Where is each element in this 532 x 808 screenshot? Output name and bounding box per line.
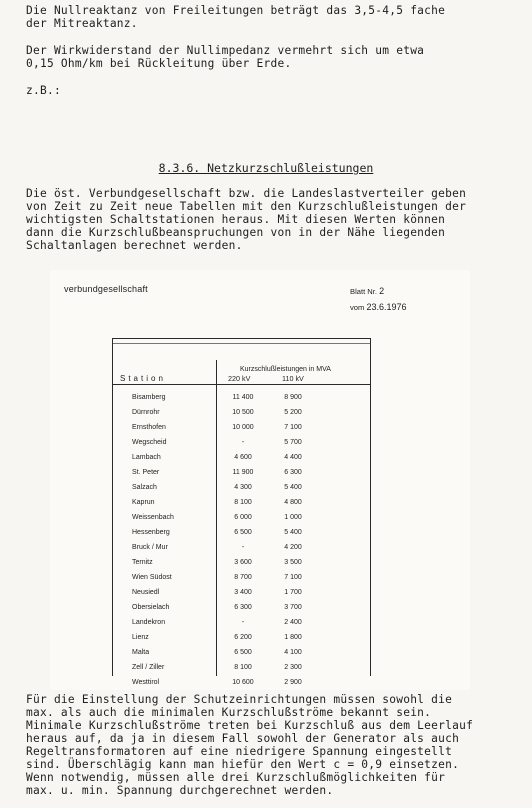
kv220-cell: 8 700 bbox=[234, 574, 252, 581]
table-row bbox=[50, 394, 470, 406]
station-cell: Lienz bbox=[132, 634, 149, 641]
table-row bbox=[50, 424, 470, 436]
kv110-cell: 3 500 bbox=[284, 559, 302, 566]
group-header: Kurzschlußleistungen in MVA bbox=[240, 366, 331, 373]
org-name: verbundgesellschaft bbox=[64, 284, 148, 294]
section-heading: 8.3.6. Netzkurzschlußleistungen bbox=[158, 161, 374, 175]
kv220-cell: 10 000 bbox=[232, 424, 254, 431]
paragraph-line: von Zeit zu Zeit neue Tabellen mit den Kurzschlußleistungen der bbox=[26, 200, 467, 213]
paragraph-line: Die öst. Verbundgesellschaft bzw. die Landeslastverteiler geben bbox=[26, 187, 467, 200]
kv110-cell: 7 100 bbox=[284, 574, 302, 581]
kv220-cell: 6 000 bbox=[234, 514, 252, 521]
station-cell: Landekron bbox=[132, 619, 166, 626]
kv220-cell: 10 500 bbox=[232, 409, 254, 416]
kv220-cell: - bbox=[241, 619, 245, 626]
station-cell: Dürnrohr bbox=[132, 409, 160, 416]
table-top-rule bbox=[112, 338, 370, 339]
kv110-cell: 2 300 bbox=[284, 664, 302, 671]
table-row bbox=[50, 589, 470, 601]
kv110-cell: 2 900 bbox=[284, 679, 302, 686]
station-cell: St. Peter bbox=[132, 469, 160, 476]
intro-line: z.B.: bbox=[26, 84, 61, 97]
station-cell: Kaprun bbox=[132, 499, 155, 506]
table-row bbox=[50, 574, 470, 586]
closing-line: heraus auf, da ja in diesem Fall sowohl der Generator als auch bbox=[26, 732, 460, 745]
station-cell: Westtirol bbox=[132, 679, 160, 686]
kv220-cell: 11 400 bbox=[232, 394, 254, 401]
station-cell: Ternitz bbox=[132, 559, 153, 566]
table-row bbox=[50, 499, 470, 511]
table-row bbox=[50, 454, 470, 466]
kv220-cell: 6 300 bbox=[234, 604, 252, 611]
kv110-cell: 6 300 bbox=[284, 469, 302, 476]
table-row bbox=[50, 484, 470, 496]
kv220-cell: 6 500 bbox=[234, 529, 252, 536]
paragraph-line: dann die Kurzschlußbeanspruchungen von in der Nähe liegenden bbox=[26, 226, 446, 239]
closing-line: max. als auch die minimalen Kurzschlußströme bekannt sein. bbox=[26, 706, 432, 719]
table-top-rule-thin bbox=[112, 343, 370, 344]
station-cell: Ernsthofen bbox=[132, 424, 166, 431]
intro-line: der Mitreaktanz. bbox=[26, 17, 138, 30]
closing-line: max. u. min. Spannung durchgerechnet werden. bbox=[26, 784, 334, 797]
intro-line: 0,15 Ohm/km bei Rückleitung über Erde. bbox=[26, 57, 292, 70]
kv110-cell: 5 200 bbox=[284, 409, 302, 416]
table-row bbox=[50, 529, 470, 541]
station-cell: Wegscheid bbox=[132, 439, 167, 446]
table-row bbox=[50, 469, 470, 481]
paragraph-line: Schaltanlagen berechnet werden. bbox=[26, 239, 243, 252]
kv220-cell: 3 600 bbox=[234, 559, 252, 566]
station-cell: Salzach bbox=[132, 484, 157, 491]
kv110-cell: 8 900 bbox=[284, 394, 302, 401]
kv220-cell: 3 400 bbox=[234, 589, 252, 596]
table-row bbox=[50, 514, 470, 526]
kv110-cell: 7 100 bbox=[284, 424, 302, 431]
table-row bbox=[50, 619, 470, 631]
sheet-number: Blatt Nr. 2 bbox=[350, 286, 385, 296]
station-cell: Lambach bbox=[132, 454, 161, 461]
station-cell: Neusiedl bbox=[132, 589, 160, 596]
station-cell: Zell / Ziller bbox=[132, 664, 165, 671]
kv110-cell: 5 700 bbox=[284, 439, 302, 446]
table-row bbox=[50, 604, 470, 616]
kv110-cell: 5 400 bbox=[284, 529, 302, 536]
station-header: Station bbox=[120, 374, 166, 383]
kv220-cell: 8 100 bbox=[234, 664, 252, 671]
table-row bbox=[50, 679, 470, 691]
table-row bbox=[50, 439, 470, 451]
closing-line: sind. Überschlägig kann man hiefür den Wert c = 0,9 einsetzen. bbox=[26, 758, 460, 771]
intro-line: Der Wirkwiderstand der Nullimpedanz vermehrt sich um etwa bbox=[26, 44, 425, 57]
station-cell: Bisamberg bbox=[132, 394, 166, 401]
kv220-cell: - bbox=[241, 439, 245, 446]
sheet-date: vom 23.6.1976 bbox=[350, 302, 407, 312]
header-rule bbox=[112, 384, 370, 385]
kv110-cell: 4 400 bbox=[284, 454, 302, 461]
table-row bbox=[50, 559, 470, 571]
table-row bbox=[50, 544, 470, 556]
kv110-cell: 1 800 bbox=[284, 634, 302, 641]
station-cell: Obersielach bbox=[132, 604, 170, 611]
closing-line: Minimale Kurzschlußströme treten bei Kurzschluß aus dem Leerlauf bbox=[26, 719, 474, 732]
kv220-cell: - bbox=[241, 544, 245, 551]
table-row bbox=[50, 634, 470, 646]
station-cell: Bruck / Mur bbox=[132, 544, 168, 551]
kv110-cell: 1 700 bbox=[284, 589, 302, 596]
kv220-cell: 6 500 bbox=[234, 649, 252, 656]
closing-line: Für die Einstellung der Schutzeinrichtungen müssen sowohl die bbox=[26, 693, 453, 706]
kv220-cell: 10 600 bbox=[232, 679, 254, 686]
paragraph-line: wichtigsten Schaltstationen heraus. Mit diesen Werten können bbox=[26, 213, 446, 226]
col-220-header: 220 kV bbox=[228, 374, 251, 383]
station-cell: Weissenbach bbox=[132, 514, 174, 521]
station-cell: Malta bbox=[132, 649, 150, 656]
kv110-cell: 2 400 bbox=[284, 619, 302, 626]
kv110-cell: 5 400 bbox=[284, 484, 302, 491]
kv220-cell: 8 100 bbox=[234, 499, 252, 506]
kv110-cell: 1 000 bbox=[284, 514, 302, 521]
kv110-cell: 3 700 bbox=[284, 604, 302, 611]
station-cell: Hessenberg bbox=[132, 529, 170, 536]
kv220-cell: 11 900 bbox=[232, 469, 254, 476]
kv220-cell: 4 300 bbox=[234, 484, 252, 491]
intro-line: Die Nullreaktanz von Freileitungen beträgt das 3,5-4,5 fache bbox=[26, 4, 446, 17]
table-row bbox=[50, 409, 470, 421]
closing-line: Regeltransformatoren auf eine niedrigere Spannung eingestellt bbox=[26, 745, 453, 758]
table-row bbox=[50, 664, 470, 676]
table-row bbox=[50, 649, 470, 661]
kv220-cell: 6 200 bbox=[234, 634, 252, 641]
kv110-cell: 4 100 bbox=[284, 649, 302, 656]
station-cell: Wien Südost bbox=[132, 574, 172, 581]
kv110-cell: 4 800 bbox=[284, 499, 302, 506]
kv220-cell: 4 600 bbox=[234, 454, 252, 461]
inserted-table-sheet bbox=[50, 270, 470, 690]
kv110-cell: 4 200 bbox=[284, 544, 302, 551]
closing-line: Wenn notwendig, müssen alle drei Kurzschlußmöglichkeiten für bbox=[26, 771, 446, 784]
col-110-header: 110 kV bbox=[282, 374, 304, 383]
